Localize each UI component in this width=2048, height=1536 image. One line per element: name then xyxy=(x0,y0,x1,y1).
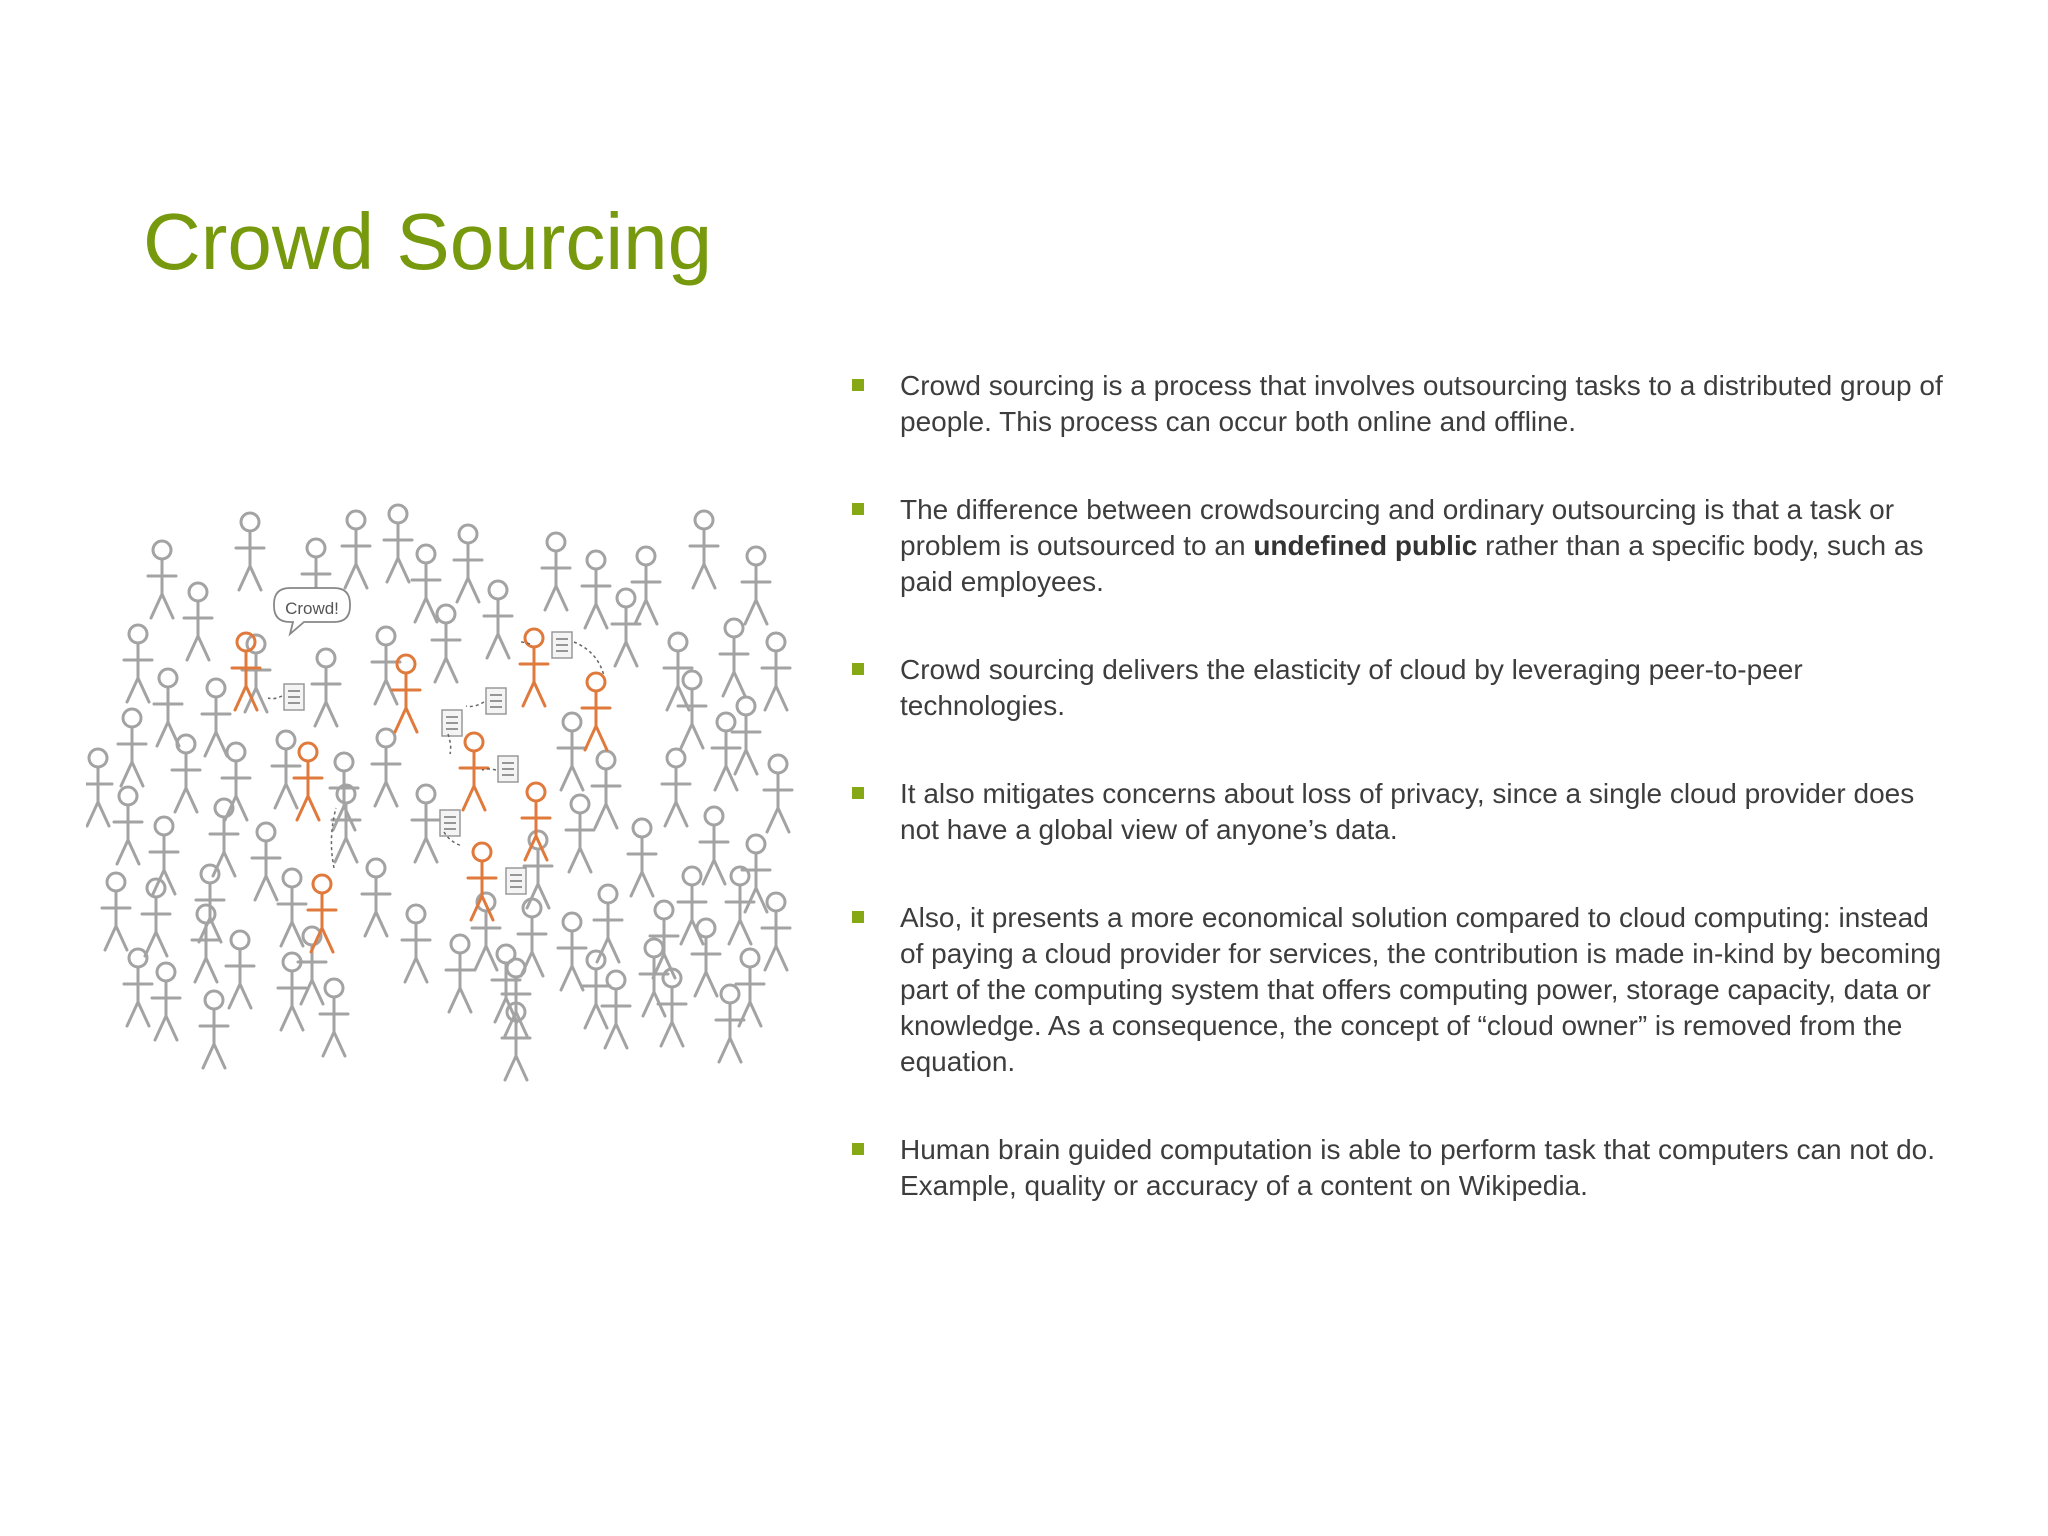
crowd-stick-figure xyxy=(372,729,400,806)
bullet-square-icon xyxy=(852,787,864,799)
crowd-stick-figure xyxy=(762,633,790,710)
worker-stick-figure xyxy=(308,875,336,952)
crowd-stick-figure xyxy=(154,669,182,746)
speech-bubble-text: Crowd! xyxy=(285,599,339,618)
worker-stick-figure xyxy=(460,733,488,810)
crowd-stick-figure xyxy=(558,913,586,990)
bullet-text: Crowd sourcing delivers the elasticity of cloud by leveraging peer-to-peer technologies. xyxy=(900,654,1803,721)
crowd-stick-figure xyxy=(602,971,630,1048)
crowd-stick-figure xyxy=(86,749,112,826)
bullet-text: Crowd sourcing is a process that involves outsourcing tasks to a distributed group of people. This process can occur both online and offline. xyxy=(900,370,1943,437)
crowd-stick-figure xyxy=(222,743,250,820)
crowd-stick-figure xyxy=(118,709,146,786)
stick-figures-group xyxy=(86,505,792,1080)
crowd-stick-figure xyxy=(518,899,546,976)
crowd-stick-figure xyxy=(102,873,130,950)
crowd-stick-figure xyxy=(384,505,412,582)
crowd-stick-figure xyxy=(152,963,180,1040)
bullet-square-icon xyxy=(852,503,864,515)
worker-stick-figure xyxy=(582,673,610,750)
crowd-stick-figure xyxy=(732,697,760,774)
flow-arrow xyxy=(448,734,451,754)
task-document-icon xyxy=(440,810,460,836)
crowd-stick-figure xyxy=(582,551,610,628)
crowd-stick-figure xyxy=(342,511,370,588)
crowd-stick-figures-image xyxy=(86,492,816,1107)
crowd-stick-figure xyxy=(662,749,690,826)
crowd-stick-figure xyxy=(124,625,152,702)
task-document-icon xyxy=(506,868,526,894)
crowd-stick-figure xyxy=(690,511,718,588)
crowd-stick-figure xyxy=(628,819,656,896)
crowd-stick-figure xyxy=(692,919,720,996)
crowd-stick-figure xyxy=(542,533,570,610)
crowd-stick-figure xyxy=(192,905,220,982)
crowd-stick-figure xyxy=(592,751,620,828)
crowd-stick-figure xyxy=(712,713,740,790)
bullet-text: It also mitigates concerns about loss of privacy, since a single cloud provider does not have a global view of anyone’s data. xyxy=(900,778,1915,845)
crowd-stick-figure xyxy=(700,807,728,884)
bullet-item xyxy=(852,1132,1947,1204)
crowd-stick-figure xyxy=(446,935,474,1012)
task-document-icon xyxy=(442,710,462,736)
bullet-text: The difference between crowdsourcing and ordinary outsourcing is that a task or problem is outsourced to an undefined public rather than a specific body, such as paid employees. xyxy=(900,494,1924,597)
bullet-square-icon xyxy=(852,1143,864,1155)
speech-bubble xyxy=(274,588,350,634)
bullet-item xyxy=(852,900,1947,1080)
crowd-stick-figure xyxy=(298,927,326,1004)
crowd-stick-figure xyxy=(412,785,440,862)
crowd-stick-figure xyxy=(124,949,152,1026)
bullet-item xyxy=(852,652,1947,724)
task-document-icon xyxy=(486,688,506,714)
crowd-stick-figure xyxy=(202,679,230,756)
crowd-stick-figure xyxy=(720,619,748,696)
flow-arrow xyxy=(268,696,282,699)
crowd-stick-figure xyxy=(278,953,306,1030)
crowd-stick-figure xyxy=(558,713,586,790)
crowd-stick-figure xyxy=(148,541,176,618)
task-documents-group xyxy=(268,632,604,894)
bold-phrase: undefined public xyxy=(1253,530,1478,561)
worker-stick-figure xyxy=(520,629,548,706)
crowd-stick-figure xyxy=(726,867,754,944)
worker-stick-figure xyxy=(392,655,420,732)
slide-title: Crowd Sourcing xyxy=(143,197,713,286)
crowd-stick-figure xyxy=(312,649,340,726)
task-document-icon xyxy=(498,756,518,782)
crowd-stick-figure xyxy=(272,731,300,808)
crowd-stick-figure xyxy=(742,547,770,624)
crowd-stick-figure xyxy=(762,893,790,970)
crowd-stick-figure xyxy=(196,865,224,942)
crowd-stick-figure xyxy=(226,931,254,1008)
crowd-stick-figure xyxy=(252,823,280,900)
crowd-stick-figure xyxy=(114,787,142,864)
bullet-list xyxy=(852,368,1947,1256)
crowd-stick-figure xyxy=(736,949,764,1026)
flow-arrow xyxy=(574,642,604,676)
crowd-stick-figure xyxy=(200,991,228,1068)
crowd-stick-figure xyxy=(454,525,482,602)
crowd-stick-figure xyxy=(362,859,390,936)
crowd-stick-figure xyxy=(412,545,440,622)
crowd-stick-figure xyxy=(172,735,200,812)
crowd-stick-figure xyxy=(678,867,706,944)
crowd-stick-figure xyxy=(566,795,594,872)
task-document-icon xyxy=(284,684,304,710)
crowd-stick-figure xyxy=(402,905,430,982)
crowd-stick-figure xyxy=(612,589,640,666)
crowd-stick-figure xyxy=(764,755,792,832)
crowd-stick-figure xyxy=(484,581,512,658)
crowd-stick-figure xyxy=(236,513,264,590)
crowd-illustration xyxy=(86,492,816,1107)
bullet-square-icon xyxy=(852,379,864,391)
crowd-stick-figure xyxy=(432,605,460,682)
crowd-stick-figure xyxy=(184,583,212,660)
bullet-square-icon xyxy=(852,911,864,923)
task-document-icon xyxy=(552,632,572,658)
crowd-stick-figure xyxy=(632,547,660,624)
crowd-stick-figure xyxy=(678,671,706,748)
bullet-item xyxy=(852,776,1947,848)
bullet-text: Also, it presents a more economical solution compared to cloud computing: instead of paying a cloud provider for services, the contribution is made in-kind by becoming part of the computing system that offers computing power, storage capacity, data or knowledge. As a consequence, the concept of “cloud owner” is removed from the equation. xyxy=(900,902,1942,1077)
bullet-item xyxy=(852,368,1947,440)
bullet-item xyxy=(852,492,1947,600)
bullet-text: Human brain guided computation is able to perform task that computers can not do. Example, quality or accuracy of a content on Wikipedia. xyxy=(900,1134,1936,1201)
crowd-stick-figure xyxy=(320,979,348,1056)
flow-arrow xyxy=(466,702,484,707)
bullet-square-icon xyxy=(852,663,864,675)
